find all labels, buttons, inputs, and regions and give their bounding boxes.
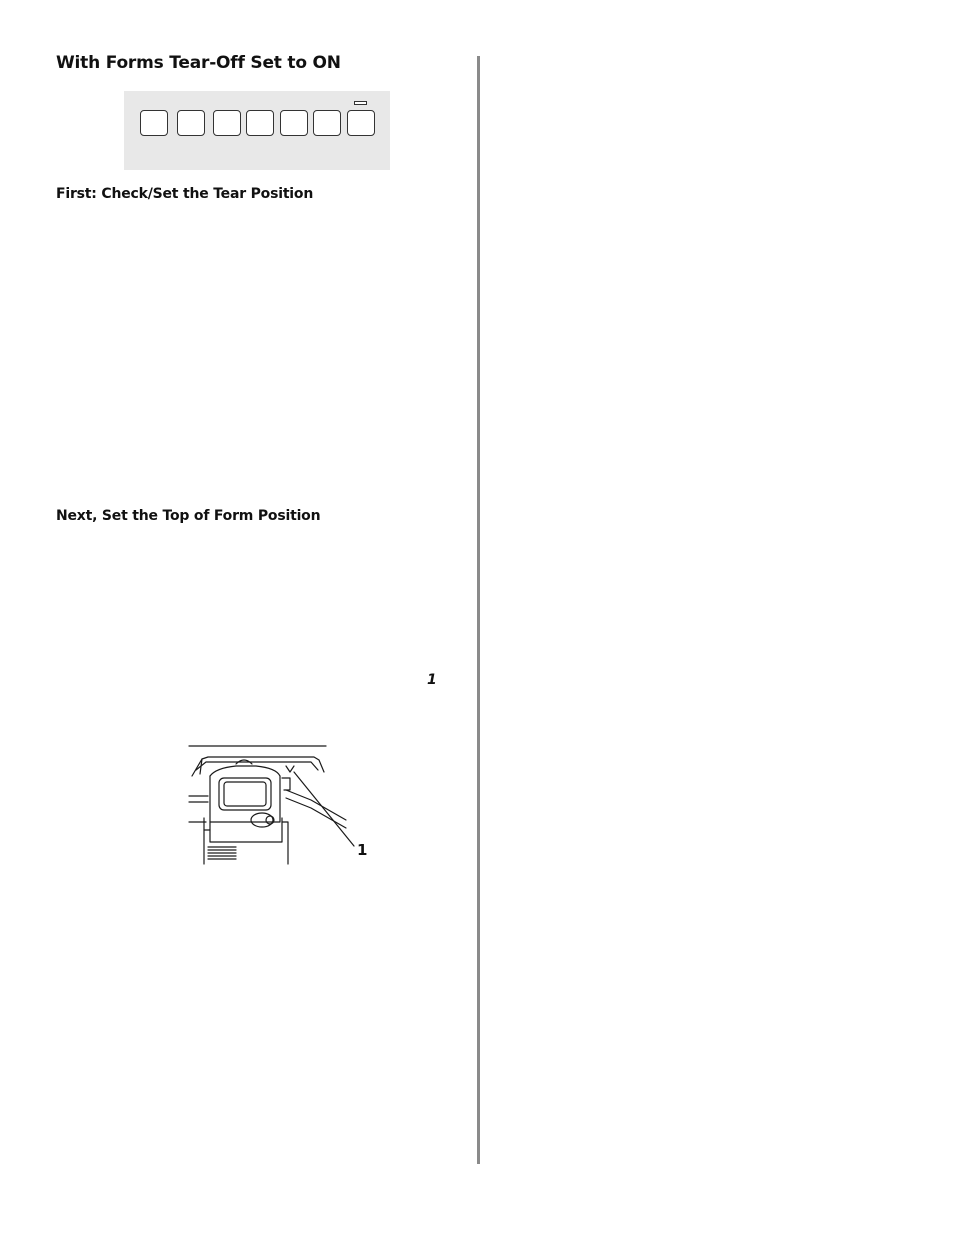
figure-callout-label: 1	[357, 841, 368, 859]
control-panel-illustration	[124, 91, 390, 170]
panel-key	[140, 110, 168, 136]
column-divider	[477, 56, 480, 1164]
panel-key	[213, 110, 241, 136]
callout-reference: 1	[427, 672, 437, 688]
step-heading-top-of-form: Next, Set the Top of Form Position	[56, 508, 321, 524]
panel-key	[280, 110, 308, 136]
panel-key	[347, 110, 375, 136]
panel-key	[313, 110, 341, 136]
panel-key	[177, 110, 205, 136]
panel-key	[246, 110, 274, 136]
step-heading-tear-position: First: Check/Set the Tear Position	[56, 186, 314, 202]
panel-indicator-light	[354, 101, 367, 105]
printer-tear-bar-illustration	[186, 742, 376, 866]
section-title: With Forms Tear-Off Set to ON	[56, 53, 341, 73]
